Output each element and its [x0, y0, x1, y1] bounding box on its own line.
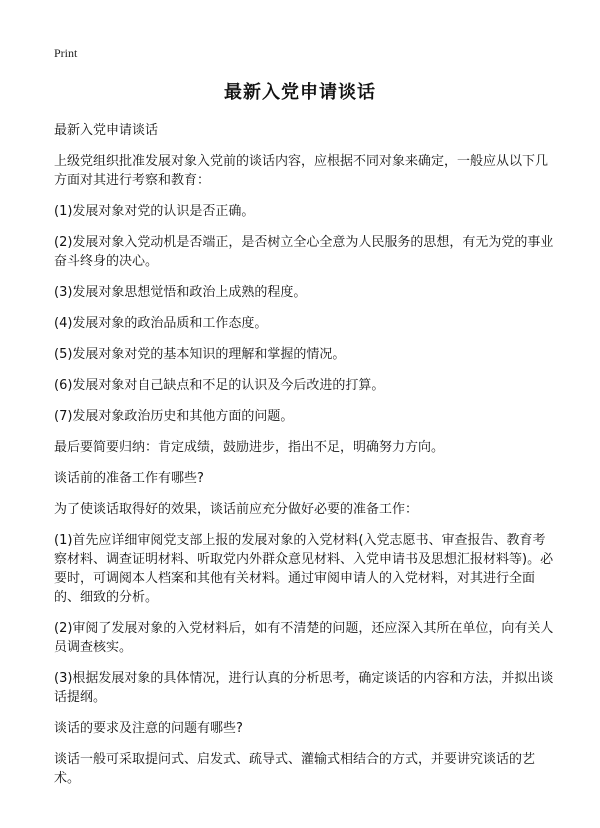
- prep-item-1: (1)首先应详细审阅党支部上报的发展对象的入党材料(入党志愿书、审查报告、教育考察材料、调查证明材料、听取党内外群众意见材料、入党申请书及思想汇报材料等)。必要时，可调阅本人档案和其他有关材料。通过审阅申请人的入党材料，对其进行全面的、细致的分析。: [54, 533, 554, 605]
- document-body: [54, 121, 554, 800]
- body-paragraph: 上级党组织批准发展对象入党前的谈话内容，应根据不同对象来确定，一般应从以下几方面对其进行考察和教育：: [54, 154, 549, 188]
- body-paragraph: 谈话一般可采取提问式、启发式、疏导式、灌输式相结合的方式，并要讲究谈话的艺术。: [54, 752, 536, 786]
- list-item-1: (1)发展对象对党的认识是否正确。: [54, 204, 255, 219]
- prep-item-3: (3)根据发展对象的具体情况，进行认真的分析思考，确定谈话的内容和方法，并拟出谈话提纲。: [54, 671, 554, 705]
- list-item-3: (3)发展对象思想觉悟和政治上成熟的程度。: [54, 285, 307, 300]
- list-item-6: (6)发展对象对自己缺点和不足的认识及今后改进的打算。: [54, 378, 385, 393]
- list-item-7: (7)发展对象政治历史和其他方面的问题。: [54, 409, 294, 424]
- prep-item-2: (2)审阅了发展对象的入党材料后，如有不清楚的问题，还应深入其所在单位，向有关人员调查核实。: [54, 621, 554, 655]
- list-item-4: (4)发展对象的政治品质和工作态度。: [54, 316, 268, 331]
- list-item-5: (5)发展对象对党的基本知识的理解和掌握的情况。: [54, 347, 346, 362]
- section-heading-preparation: 谈话前的准备工作有哪些?: [54, 471, 204, 486]
- summary-paragraph: 最后要简要归纳：肯定成绩，鼓励进步，指出不足，明确努力方向。: [54, 440, 445, 455]
- body-paragraph: 为了使谈话取得好的效果，谈话前应充分做好必要的准备工作：: [54, 502, 419, 517]
- document-title: 最新入党申请谈话: [224, 82, 376, 103]
- print-link[interactable]: Print: [54, 46, 78, 60]
- list-item-2: (2)发展对象入党动机是否端正，是否树立全心全意为人民服务的思想，有无为党的事业奋斗终身的决心。: [54, 235, 554, 269]
- subtitle-paragraph: 最新入党申请谈话: [54, 123, 159, 138]
- section-heading-requirements: 谈话的要求及注意的问题有哪些?: [54, 721, 243, 736]
